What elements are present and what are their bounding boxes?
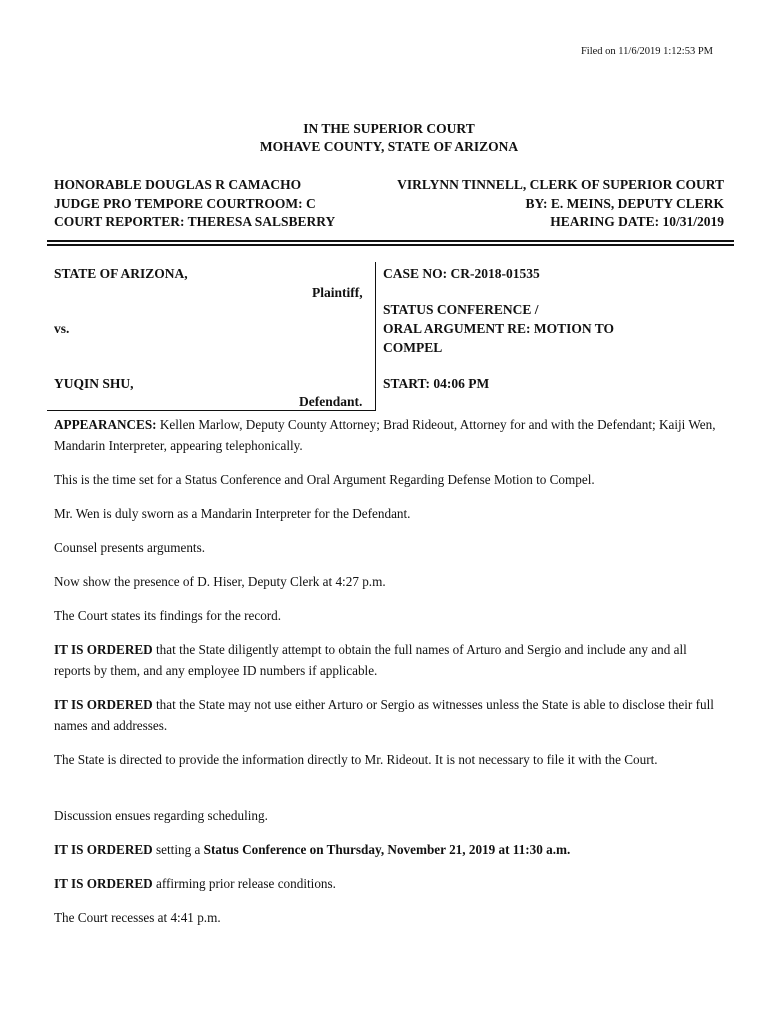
- appearances-text: Kellen Marlow, Deputy County Attorney; Brad Rideout, Attorney for and with the Defendant; Kaiji Wen, Mandarin Interpreter, appearing telephonically.: [54, 417, 716, 453]
- judge-name: HONORABLE DOUGLAS R CAMACHO: [54, 177, 302, 192]
- order-paragraph-2: [54, 694, 722, 736]
- paragraph-clerk-presence: Now show the presence of D. Hiser, Deputy Clerk at 4:27 p.m.: [54, 574, 386, 589]
- defendant-name: YUQIN SHU,: [54, 376, 134, 391]
- versus: vs.: [54, 321, 70, 336]
- header-rule-secondary: [47, 244, 734, 246]
- order-label: IT IS ORDERED: [54, 876, 153, 891]
- case-number: CASE NO: CR-2018-01535: [383, 266, 540, 281]
- proceeding-line-2: ORAL ARGUMENT RE: MOTION TO: [383, 321, 615, 336]
- plaintiff-label: Plaintiff,: [312, 285, 363, 300]
- paragraph-provide-information: The State is directed to provide the information directly to Mr. Rideout. It is not necessary to file it with the Court.: [54, 752, 658, 767]
- header-rule: [47, 240, 734, 242]
- order-text: affirming prior release conditions.: [152, 876, 336, 891]
- order-label: IT IS ORDERED: [54, 842, 153, 857]
- filed-stamp: Filed on 11/6/2019 1:12:53 PM: [580, 46, 713, 57]
- court-reporter: COURT REPORTER: THERESA SALSBERRY: [54, 214, 336, 229]
- caption-underline: [47, 410, 376, 411]
- deputy-clerk: BY: E. MEINS, DEPUTY CLERK: [525, 196, 724, 211]
- order-text: that the State may not use either Arturo or Sergio as witnesses unless the State is able to disclose their full names and addresses.: [54, 697, 714, 733]
- order-label: IT IS ORDERED: [54, 697, 153, 712]
- court-county: MOHAVE COUNTY, STATE OF ARIZONA: [259, 139, 519, 154]
- order-text: setting a: [152, 842, 204, 857]
- paragraph-arguments: Counsel presents arguments.: [54, 540, 206, 555]
- appearances-label: APPEARANCES:: [54, 417, 157, 432]
- defendant-label: Defendant.: [299, 394, 363, 409]
- paragraph-interpreter-sworn: Mr. Wen is duly sworn as a Mandarin Interpreter for the Defendant.: [54, 506, 411, 521]
- order-paragraph-1: [54, 639, 722, 681]
- order-paragraph-3: [54, 839, 722, 860]
- hearing-date: HEARING DATE: 10/31/2019: [550, 214, 724, 229]
- paragraph-findings: The Court states its findings for the record.: [54, 608, 282, 623]
- clerk-name: VIRLYNN TINNELL, CLERK OF SUPERIOR COURT: [397, 177, 724, 192]
- appearances-paragraph: [54, 414, 722, 456]
- caption-divider: [375, 262, 376, 410]
- start-time: START: 04:06 PM: [383, 376, 490, 391]
- proceeding-line-3: COMPEL: [383, 340, 443, 355]
- proceeding-line-1: STATUS CONFERENCE /: [383, 302, 539, 317]
- paragraph-time-set: This is the time set for a Status Conference and Oral Argument Regarding Defense Motion to Compel.: [54, 472, 595, 487]
- order-text: that the State diligently attempt to obtain the full names of Arturo and Sergio and include any and all reports by them, and any employee ID numbers if applicable.: [54, 642, 687, 678]
- judge-title: JUDGE PRO TEMPORE COURTROOM: C: [54, 196, 316, 211]
- plaintiff-name: STATE OF ARIZONA,: [54, 266, 188, 281]
- order-paragraph-4: [54, 873, 722, 894]
- paragraph-recess: The Court recesses at 4:41 p.m.: [54, 910, 221, 925]
- paragraph-scheduling: Discussion ensues regarding scheduling.: [54, 808, 268, 823]
- status-conference-date: Status Conference on Thursday, November 21, 2019 at 11:30 a.m.: [203, 842, 571, 857]
- court-title: IN THE SUPERIOR COURT: [303, 121, 475, 136]
- order-label: IT IS ORDERED: [54, 642, 153, 657]
